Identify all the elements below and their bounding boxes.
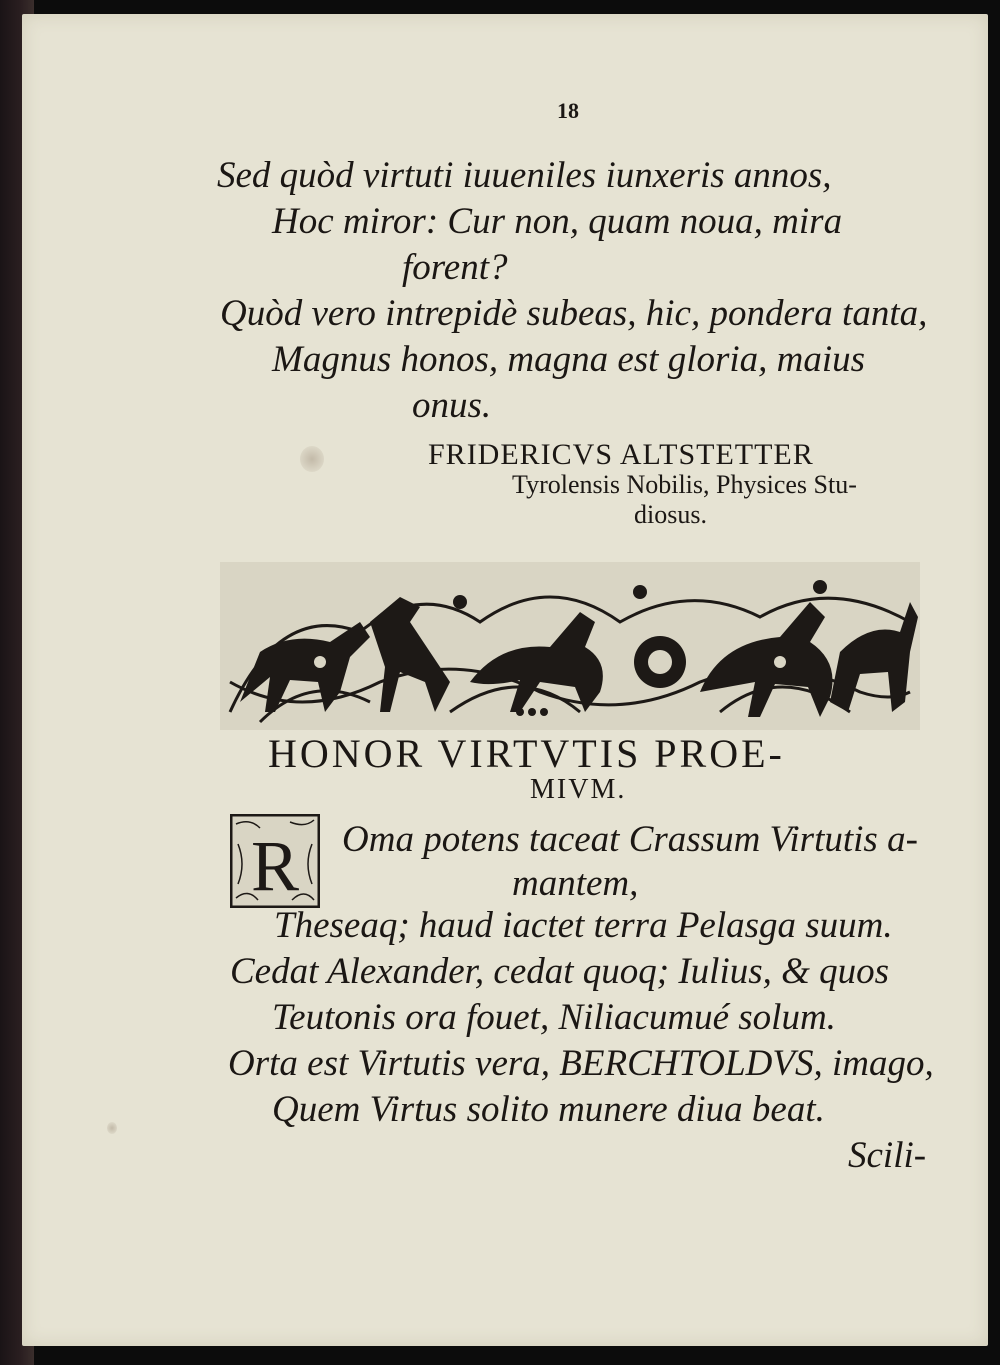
poem-line: Quem Virtus solito munere diua beat. <box>272 1089 825 1130</box>
poem-line: Oma potens taceat Crassum Virtutis a- <box>342 819 918 860</box>
poem-line: Quòd vero intrepidè subeas, hic, pondera tanta, <box>220 293 928 334</box>
poem-line: Theseaq; haud iactet terra Pelasga suum. <box>274 905 893 946</box>
poem-line: Sed quòd virtuti iuueniles iunxeris annos, <box>217 155 832 196</box>
woodcut-ornament-dogs-icon <box>220 562 920 730</box>
svg-text:R: R <box>250 826 300 906</box>
poem-line: Hoc miror: Cur non, quam noua, mira <box>272 201 843 242</box>
section-heading: HONOR VIRTVTIS PROE- <box>268 731 785 776</box>
section-heading-cont: MIVM. <box>530 774 627 805</box>
paper-stain <box>300 446 324 472</box>
book-page <box>22 14 988 1346</box>
poem-line: Teutonis ora fouet, Niliacumué solum. <box>272 997 836 1038</box>
poem-line: forent? <box>402 247 508 288</box>
author-name: FRIDERICVS ALTSTETTER <box>428 438 814 471</box>
page-number: 18 <box>557 98 579 123</box>
poem-line: Cedat Alexander, cedat quoq; Iulius, & quos <box>230 951 890 992</box>
poem-line: onus. <box>412 385 492 426</box>
author-description: Tyrolensis Nobilis, Physices Stu- <box>512 470 857 499</box>
poem-line: Orta est Virtutis vera, BERCHTOLDVS, imago, <box>228 1043 934 1084</box>
poem-line: mantem, <box>512 863 639 904</box>
author-description-cont: diosus. <box>634 500 707 529</box>
poem-line: Magnus honos, magna est gloria, maius <box>272 339 866 380</box>
decorated-initial-r-icon <box>230 814 320 908</box>
paper-stain <box>107 1122 117 1134</box>
catchword: Scili- <box>848 1135 927 1176</box>
